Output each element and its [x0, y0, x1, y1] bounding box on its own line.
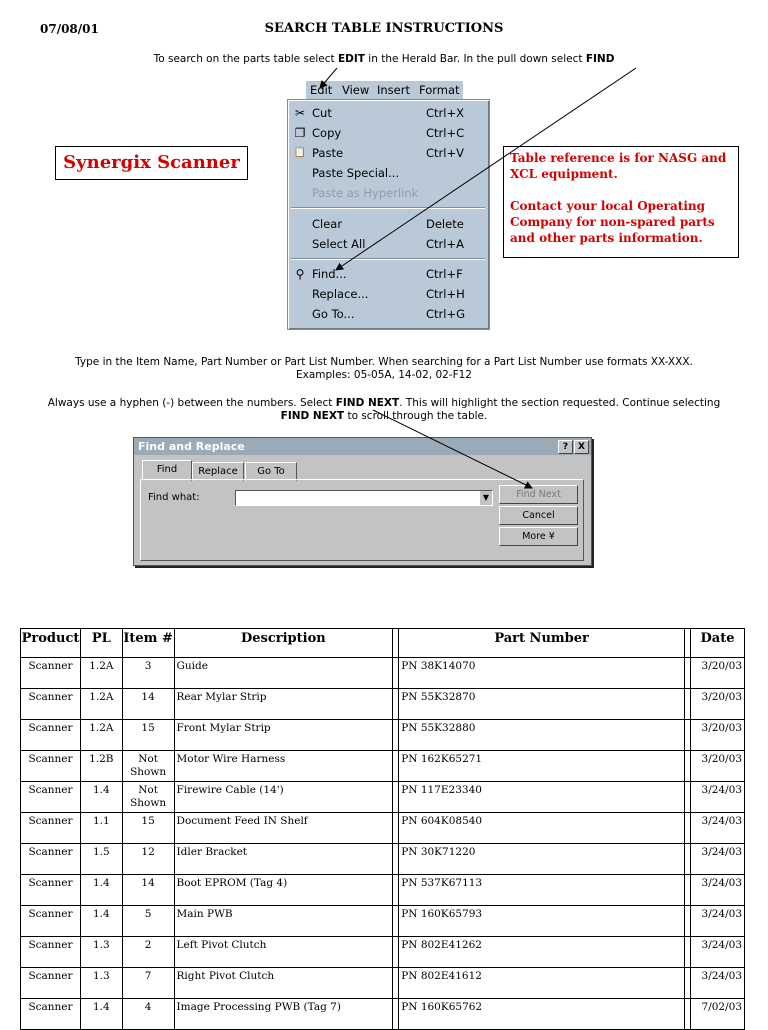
- table-row: [21, 968, 745, 999]
- menu-item-find[interactable]: Find...: [312, 267, 347, 281]
- cell-date: 3/24/03: [691, 937, 745, 968]
- cell-part-number: PN 802E41262: [399, 937, 685, 968]
- header-product: Product: [21, 629, 81, 658]
- shortcut-paste: Ctrl+V: [426, 146, 464, 160]
- cell-product: Scanner: [21, 782, 81, 813]
- menu-item-replace[interactable]: Replace...: [312, 287, 369, 301]
- menu-item-cut[interactable]: Cut: [312, 106, 332, 120]
- cell-product: Scanner: [21, 720, 81, 751]
- cell-item: 14: [122, 689, 174, 720]
- shortcut-go-to: Ctrl+G: [426, 307, 466, 321]
- cell-product: Scanner: [21, 689, 81, 720]
- cell-item: 2: [122, 937, 174, 968]
- menu-item-clear[interactable]: Clear: [312, 217, 343, 231]
- cell-date: 3/24/03: [691, 906, 745, 937]
- menu-item-paste-hyperlink: Paste as Hyperlink: [312, 186, 419, 200]
- table-row: [21, 906, 745, 937]
- find-next-button[interactable]: Find Next: [499, 485, 578, 504]
- cell-date: 3/24/03: [691, 968, 745, 999]
- table-row: [21, 937, 745, 968]
- cell-description: Main PWB: [174, 906, 393, 937]
- cell-date: 7/02/03: [691, 999, 745, 1030]
- cell-item: Not Shown: [122, 751, 174, 782]
- cell-description: Guide: [174, 658, 393, 689]
- cell-description: Firewire Cable (14'): [174, 782, 393, 813]
- cell-part-number: PN 55K32870: [399, 689, 685, 720]
- cancel-button[interactable]: Cancel: [499, 506, 578, 525]
- cell-description: Left Pivot Clutch: [174, 937, 393, 968]
- cell-item: Not Shown: [122, 782, 174, 813]
- table-row: [21, 875, 745, 906]
- menu-item-select-all[interactable]: Select All: [312, 237, 366, 251]
- cell-pl: 1.2B: [80, 751, 122, 782]
- menu-item-paste-special[interactable]: Paste Special...: [312, 166, 400, 180]
- document-date: 07/08/01: [40, 22, 99, 36]
- cell-pl: 1.4: [80, 782, 122, 813]
- cell-date: 3/24/03: [691, 782, 745, 813]
- cell-item: 14: [122, 875, 174, 906]
- menu-item-go-to[interactable]: Go To...: [312, 307, 355, 321]
- header-pl: PL: [80, 629, 122, 658]
- table-row: [21, 751, 745, 782]
- cell-date: 3/20/03: [691, 658, 745, 689]
- cell-product: Scanner: [21, 906, 81, 937]
- cell-pl: 1.4: [80, 999, 122, 1030]
- cell-date: 3/20/03: [691, 689, 745, 720]
- cell-item: 5: [122, 906, 174, 937]
- menu-item-paste[interactable]: Paste: [312, 146, 344, 160]
- paste-icon: 📋: [293, 147, 307, 158]
- cell-pl: 1.4: [80, 875, 122, 906]
- cell-description: Rear Mylar Strip: [174, 689, 393, 720]
- tab-find[interactable]: Find: [142, 460, 192, 481]
- header-date: Date: [691, 629, 745, 658]
- cell-pl: 1.5: [80, 844, 122, 875]
- parts-table: [20, 628, 745, 1030]
- more-button[interactable]: More ¥: [499, 527, 578, 546]
- cell-pl: 1.1: [80, 813, 122, 844]
- instruction-paragraph-1: Type in the Item Name, Part Number or Part List Number. When searching for a Part List Number use formats XX-XXX. Examples: 05-05A, 14-02, 02-F12: [75, 356, 693, 381]
- note-line-2: Contact your local Operating Company for non-spared parts and other parts information.: [510, 199, 715, 245]
- cell-item: 15: [122, 813, 174, 844]
- table-row: [21, 844, 745, 875]
- header-item: Item #: [122, 629, 174, 658]
- close-button[interactable]: X: [574, 440, 589, 454]
- cell-part-number: PN 604K08540: [399, 813, 685, 844]
- cell-product: Scanner: [21, 937, 81, 968]
- cell-part-number: PN 537K67113: [399, 875, 685, 906]
- binoculars-icon: ⚲: [295, 267, 305, 281]
- header-part-number: Part Number: [399, 629, 685, 658]
- cell-pl: 1.2A: [80, 720, 122, 751]
- cell-part-number: PN 802E41612: [399, 968, 685, 999]
- cell-part-number: PN 162K65271: [399, 751, 685, 782]
- product-title-box: Synergix Scanner: [55, 146, 248, 180]
- cell-description: Motor Wire Harness: [174, 751, 393, 782]
- copy-icon: ❐: [294, 126, 306, 140]
- cell-description: Image Processing PWB (Tag 7): [174, 999, 393, 1030]
- intro-paragraph: To search on the parts table select EDIT in the Herald Bar. In the pull down select FIND: [153, 53, 615, 65]
- arrow-to-find-next: [373, 410, 532, 488]
- shortcut-cut: Ctrl+X: [426, 106, 464, 120]
- cell-description: Right Pivot Clutch: [174, 968, 393, 999]
- instruction-paragraph-2: Always use a hyphen (-) between the numbers. Select FIND NEXT. This will highlight the section requested. Continue selecting FIND NEXT to scroll through the table.: [47, 397, 721, 422]
- cell-item: 4: [122, 999, 174, 1030]
- scissors-icon: ✂: [294, 106, 306, 120]
- dialog-title: Find and Replace: [138, 440, 245, 453]
- table-header-row: [21, 629, 745, 658]
- shortcut-select-all: Ctrl+A: [426, 237, 464, 251]
- cell-product: Scanner: [21, 875, 81, 906]
- header-description: Description: [174, 629, 393, 658]
- table-row: [21, 720, 745, 751]
- cell-item: 3: [122, 658, 174, 689]
- cell-part-number: PN 55K32880: [399, 720, 685, 751]
- find-what-label: Find what:: [148, 492, 200, 503]
- help-button[interactable]: ?: [558, 440, 573, 454]
- table-row: [21, 658, 745, 689]
- cell-date: 3/24/03: [691, 813, 745, 844]
- menu-format[interactable]: Format: [419, 83, 460, 97]
- cell-product: Scanner: [21, 844, 81, 875]
- table-row: [21, 999, 745, 1030]
- cell-item: 15: [122, 720, 174, 751]
- cell-part-number: PN 38K14070: [399, 658, 685, 689]
- cell-product: Scanner: [21, 658, 81, 689]
- shortcut-find: Ctrl+F: [426, 267, 463, 281]
- cell-part-number: PN 160K65762: [399, 999, 685, 1030]
- cell-product: Scanner: [21, 999, 81, 1030]
- shortcut-copy: Ctrl+C: [426, 126, 465, 140]
- menu-view[interactable]: View: [342, 83, 370, 97]
- cell-date: 3/24/03: [691, 844, 745, 875]
- table-row: [21, 689, 745, 720]
- cell-pl: 1.4: [80, 906, 122, 937]
- cell-date: 3/20/03: [691, 751, 745, 782]
- document-title: SEARCH TABLE INSTRUCTIONS: [264, 21, 504, 36]
- cell-description: Front Mylar Strip: [174, 720, 393, 751]
- tab-replace[interactable]: Replace: [192, 462, 244, 481]
- menu-insert[interactable]: Insert: [377, 83, 410, 97]
- arrow-to-edit: [320, 68, 337, 88]
- note-line-1: Table reference is for NASG and XCL equipment.: [510, 151, 727, 181]
- tab-go-to[interactable]: Go To: [245, 462, 297, 481]
- cell-product: Scanner: [21, 968, 81, 999]
- cell-part-number: PN 117E23340: [399, 782, 685, 813]
- cell-product: Scanner: [21, 813, 81, 844]
- dropdown-arrow-icon[interactable]: ▼: [480, 491, 492, 505]
- cell-part-number: PN 30K71220: [399, 844, 685, 875]
- shortcut-replace: Ctrl+H: [426, 287, 465, 301]
- cell-pl: 1.2A: [80, 658, 122, 689]
- cell-pl: 1.3: [80, 968, 122, 999]
- cell-item: 12: [122, 844, 174, 875]
- cell-part-number: PN 160K65793: [399, 906, 685, 937]
- cell-pl: 1.2A: [80, 689, 122, 720]
- cell-date: 3/20/03: [691, 720, 745, 751]
- cell-description: Idler Bracket: [174, 844, 393, 875]
- cell-pl: 1.3: [80, 937, 122, 968]
- cell-product: Scanner: [21, 751, 81, 782]
- menu-item-copy[interactable]: Copy: [312, 126, 342, 140]
- cell-item: 7: [122, 968, 174, 999]
- cell-description: Boot EPROM (Tag 4): [174, 875, 393, 906]
- table-row: [21, 782, 745, 813]
- menu-edit[interactable]: Edit: [310, 83, 333, 97]
- table-row: [21, 813, 745, 844]
- arrow-to-find: [336, 68, 636, 270]
- cell-description: Document Feed IN Shelf: [174, 813, 393, 844]
- cell-date: 3/24/03: [691, 875, 745, 906]
- shortcut-clear: Delete: [426, 217, 464, 231]
